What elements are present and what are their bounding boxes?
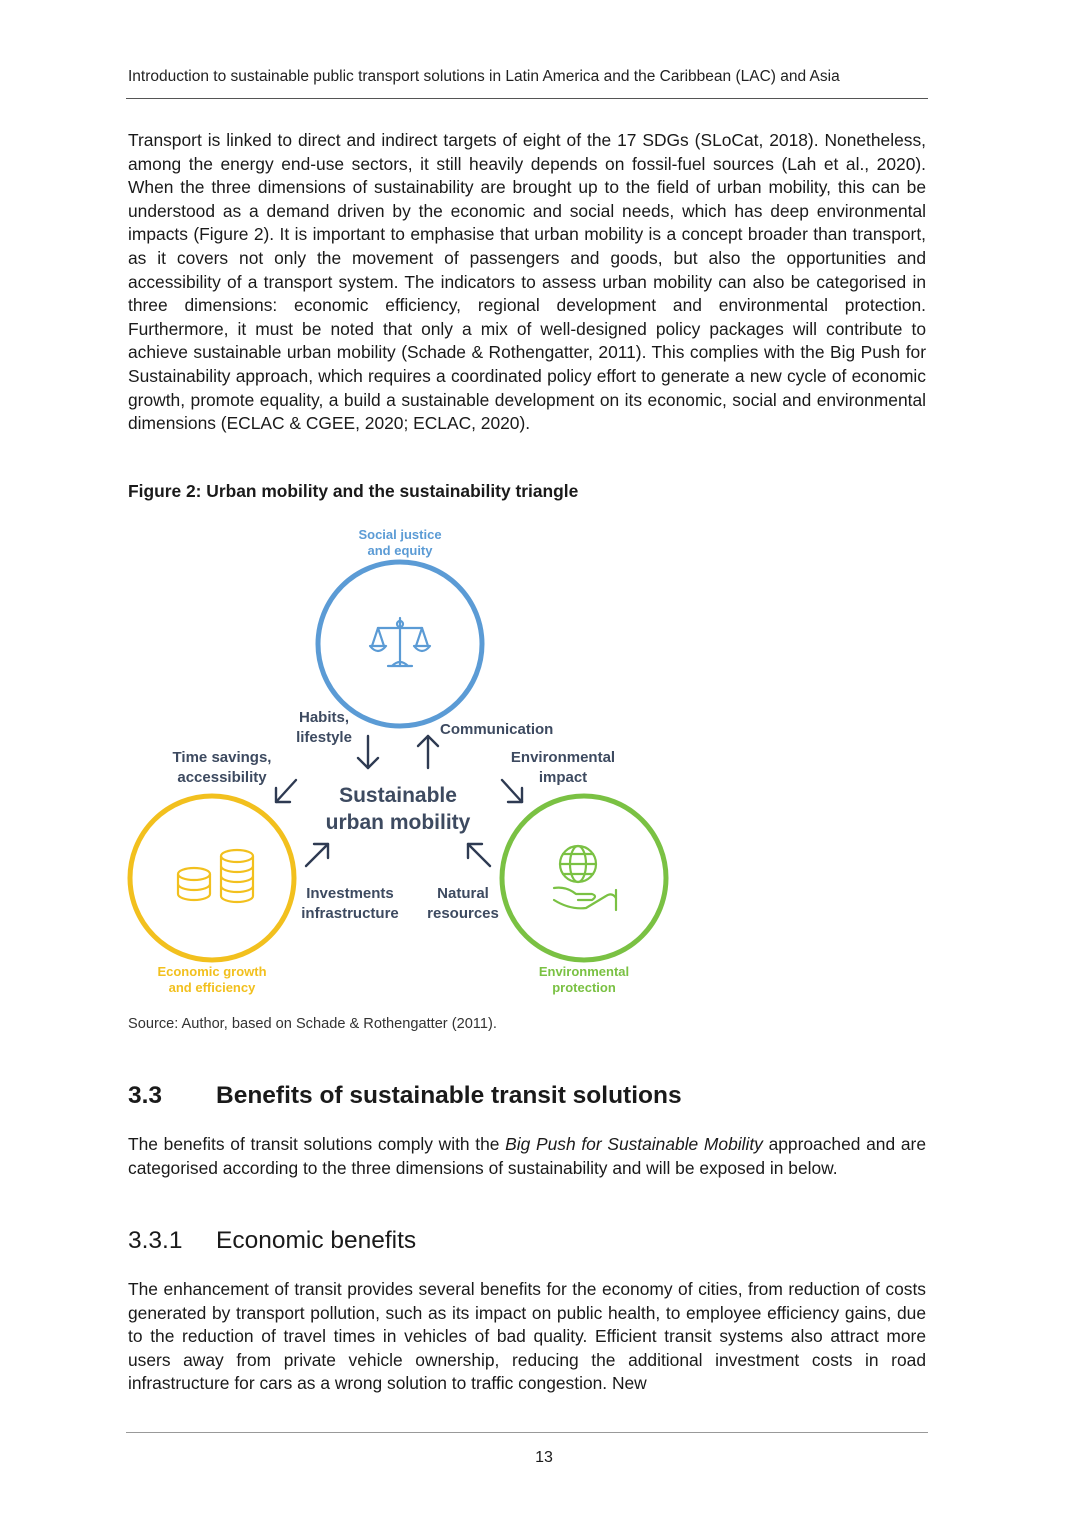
habits-lifestyle-label: Habits, lifestyle — [296, 709, 352, 746]
social-justice-label: Social justice and equity — [358, 527, 442, 558]
subsection-number: 3.3.1 — [128, 1227, 183, 1254]
sustainability-triangle-figure — [120, 518, 680, 1008]
body-paragraph-benefits — [128, 1133, 926, 1180]
arrow-investments — [306, 844, 328, 866]
globe-in-hand-icon — [554, 846, 616, 910]
section-title: Benefits of sustainable transit solutions — [216, 1082, 682, 1109]
body-paragraph-intro: Transport is linked to direct and indirect targets of eight of the 17 SDGs (SLoCat, 2018). Nonetheless, among the energy end-use sectors, it still heavily depends on fossil-fuel sources (Lah et al., 2020). When the three dimensions of sustainability are brought up to the field of urban mobility, this can be understood as a demand driven by the economic and social needs, which has deep environmental impacts (Figure 2). It is important to emphasise that urban mobility is a concept broader than transport, as it covers not only the movement of passengers and goods, but also the opportunities and accessibility of a transport system. The indicators to assess urban mobility can also be categorised in three dimensions: economic efficiency, regional development and environmental protection. Furthermore, it must be noted that only a mix of well-designed policy packages will contribute to achieve sustainable urban mobility (Schade & Rothengatter, 2011). This complies with the Big Push for Sustainability approach, which requires a coordinated policy effort to generate a new cycle of economic growth, promote equality, a build a sustainable development on its economic, social and environmental dimensions (ECLAC & CGEE, 2020; ECLAC, 2020). — [128, 130, 926, 434]
header-divider — [126, 98, 928, 99]
time-savings-label: Time savings, accessibility — [172, 749, 272, 786]
figure-caption: Figure 2: Urban mobility and the sustainability triangle — [128, 481, 579, 501]
benefits-text-end: approached and are categorised according to the three dimensions of sustainability and will be exposed in below. — [128, 1134, 926, 1178]
subsection-heading — [128, 1227, 416, 1255]
figure-source: Source: Author, based on Schade & Rothengatter (2011). — [128, 1016, 497, 1032]
environmental-protection-label: Environmental protection — [538, 964, 630, 995]
benefits-text-start: The benefits of transit solutions comply with the — [128, 1134, 506, 1154]
arrow-communication — [418, 736, 438, 768]
body-paragraph-economic: The enhancement of transit provides several benefits for the economy of cities, from reduction of costs generated by transport pollution, such as its impact on public health, to employee efficiency gains, due to the reduction of travel times in vehicles of bad quality. Efficient transit systems also attract more users away from private vehicle ownership, reducing the additional investment costs in road infrastructure for cars as a wrong solution to traffic congestion. New — [128, 1279, 926, 1394]
environmental-impact-label: Environmental impact — [510, 749, 616, 786]
natural-resources-label: Natural resources — [427, 885, 499, 922]
benefits-italic-term: Big Push for Sustainable Mobility — [505, 1134, 763, 1154]
arrow-natural-resources — [468, 844, 490, 866]
sustainable-urban-mobility-label: Sustainable urban mobility — [325, 784, 471, 834]
section-number: 3.3 — [128, 1082, 163, 1109]
page-number: 13 — [535, 1449, 553, 1466]
economic-growth-label: Economic growth and efficiency — [157, 964, 267, 995]
running-header: Introduction to sustainable public transport solutions in Latin America and the Caribbean (LAC) and Asia — [128, 68, 840, 85]
economic-circle — [130, 796, 294, 960]
footer-divider — [126, 1432, 928, 1433]
communication-label: Communication — [440, 721, 554, 738]
investments-infrastructure-label: Investments infrastructure — [301, 885, 399, 922]
scales-icon — [370, 618, 430, 666]
section-heading — [128, 1082, 682, 1110]
coin-stacks-icon — [178, 850, 253, 902]
subsection-title: Economic benefits — [216, 1227, 417, 1254]
